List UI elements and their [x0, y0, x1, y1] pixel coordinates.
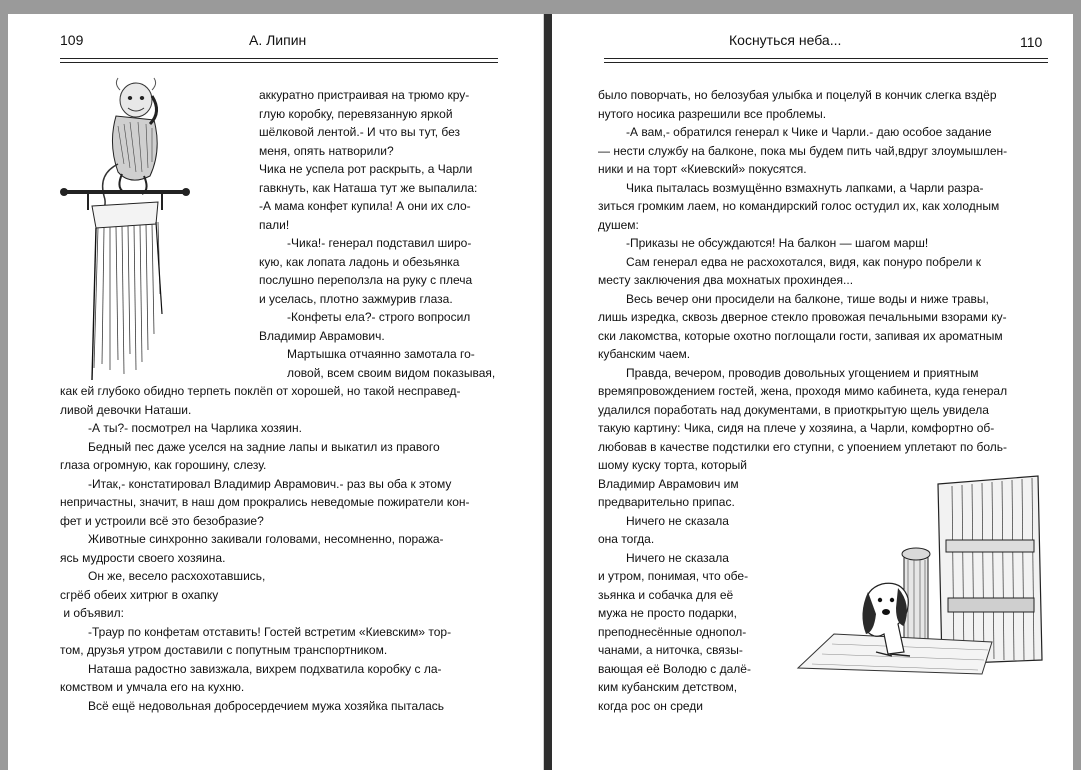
- text-line: предварительно припас.: [598, 495, 735, 509]
- text-line: Наташа радостно завизжала, вихрем подхватила коробку с ла-: [88, 661, 442, 676]
- text-line: Ничего не сказала: [626, 513, 729, 528]
- text-line: вающая её Володю с далё-: [598, 661, 751, 676]
- page-number: 109: [60, 32, 84, 48]
- header-rule: [60, 58, 498, 63]
- text-line: фет и устроили всё это безобразие?: [60, 513, 264, 528]
- text-line: -Траур по конфетам отставить! Гостей встретим «Киевским» тор-: [88, 624, 452, 639]
- text-line: -А вам,- обратился генерал к Чике и Чарли.- даю особое задание: [626, 125, 992, 139]
- text-line: зьянка и собачка для её: [598, 587, 734, 602]
- text-line: и объявил:: [60, 606, 124, 620]
- text-line: удалился поработать над документами, в приоткрытую щель увидела: [598, 402, 989, 417]
- page-109: [8, 14, 544, 770]
- text-line: -Чика!- генерал подставил широ-: [287, 236, 472, 250]
- text-body-full-width: [598, 86, 1050, 456]
- text-line: она тогда.: [598, 532, 655, 546]
- text-line: было поворчать, но белозубая улыбка и поцелуй в кончик слегка вздёр: [598, 88, 997, 102]
- text-column-beside-image: [598, 456, 778, 715]
- running-head-title: Коснуться неба...: [729, 32, 842, 48]
- text-line: любовав в качестве подстилки его ступни, с упоением уплетают по боль-: [598, 439, 1007, 454]
- text-column-beside-image: [259, 86, 499, 382]
- text-line: Ничего не сказала: [626, 550, 729, 565]
- text-line: непричастны, значит, в наш дом прокрались неведомые пожиратели кон-: [60, 495, 470, 509]
- text-line: пали!: [259, 217, 290, 232]
- header-rule: [604, 58, 1048, 63]
- text-line: гавкнуть, как Наташа тут же выпалила:: [259, 180, 478, 195]
- text-line: Бедный пес даже уселся на задние лапы и выкатил из правого: [88, 439, 440, 454]
- text-line: -А ты?- посмотрел на Чарлика хозяин.: [88, 421, 302, 435]
- text-line: душем:: [598, 217, 639, 232]
- text-line: когда рос он среди: [598, 698, 704, 713]
- text-line: том, друзья утром доставили с попутным транспортником.: [60, 643, 388, 657]
- text-line: нутого носика разрешили все проблемы.: [598, 106, 827, 121]
- text-line: мужа не просто подарки,: [598, 606, 737, 620]
- text-line: ким кубанским детством,: [598, 680, 738, 694]
- page-110: [552, 14, 1073, 770]
- text-line: -Итак,- констатировал Владимир Аврамович.- раз вы оба к этому: [88, 476, 452, 491]
- text-line: ловой, всем своим видом показывая,: [287, 365, 496, 380]
- text-line: Чика пыталась возмущённо взмахнуть лапками, а Чарли разра-: [626, 180, 984, 195]
- text-line: кубанским чаем.: [598, 347, 691, 361]
- text-line: меня, опять натворили?: [259, 143, 394, 158]
- text-line: глую коробку, перевязанную яркой: [259, 106, 453, 121]
- text-line: такую картину: Чика, сидя на плече у хозяина, а Чарли, комфортно об-: [598, 421, 995, 435]
- text-line: — нести службу на балконе, пока мы будем пить чай,вдруг злоумышлен-: [598, 143, 1008, 158]
- text-line: чанами, а ниточка, связы-: [598, 643, 743, 657]
- text-line: месту заключения два мохнатых прохиндея...: [598, 273, 854, 287]
- text-line: лишь изредка, сквозь дверное стекло провожая печальными взорами ку-: [598, 310, 1007, 324]
- page-number: 110: [1020, 34, 1043, 50]
- text-line: Сам генерал едва не расхохотался, видя, как понуро побрели к: [626, 254, 982, 269]
- text-line: времяпровождением гостей, жена, проходя мимо кабинета, куда генерал: [598, 384, 1008, 398]
- running-head-author: А. Липин: [249, 32, 307, 48]
- text-line: Владимир Аврамович.: [259, 328, 385, 343]
- text-line: Весь вечер они просидели на балконе, тише воды и ниже травы,: [626, 291, 989, 306]
- text-line: Правда, вечером, проводив довольных угощением и приятным: [626, 365, 979, 380]
- text-line: Чика не успела рот раскрыть, а Чарли: [259, 162, 473, 176]
- text-line: Всё ещё недовольная добросердечием мужа хозяйка пыталась: [88, 698, 445, 713]
- text-line: как ей глубоко обидно терпеть поклёп от хорошей, но такой несправед-: [60, 384, 461, 398]
- page-gutter: [544, 14, 552, 770]
- text-line: и утром, понимая, что обе-: [598, 569, 749, 583]
- text-line: послушно переползла на руку с плеча: [259, 273, 473, 287]
- text-line: кую, как лопата ладонь и обезьянка: [259, 254, 460, 269]
- text-line: Владимир Аврамович им: [598, 476, 739, 491]
- text-line: ники и на торт «Киевский» покусятся.: [598, 162, 807, 176]
- text-line: глаза огромную, как горошину, слезу.: [60, 458, 267, 472]
- text-line: Животные синхронно закивали головами, несомненно, поража-: [88, 532, 444, 546]
- text-line: преподнесённые однопол-: [598, 624, 747, 639]
- dog-illustration: [792, 474, 1054, 684]
- text-line: ски лакомства, которые охотно поглощали гости, запивая их ароматным: [598, 328, 1003, 343]
- text-body-full-width: [60, 382, 500, 715]
- text-line: аккуратно пристраивая на трюмо кру-: [259, 88, 470, 102]
- text-line: и уселась, плотно зажмурив глаза.: [259, 291, 453, 306]
- text-line: -Конфеты ела?- строго вопросил: [287, 310, 471, 324]
- text-line: ясь мудрости своего хозяина.: [60, 550, 226, 565]
- text-line: -Приказы не обсуждаются! На балкон — шагом марш!: [626, 236, 929, 250]
- text-line: зиться громким лаем, но командирский голос остудил их, как холодным: [598, 199, 1000, 213]
- text-line: комством и умчала его на кухню.: [60, 680, 245, 694]
- text-line: шёлковой лентой.- И что вы тут, без: [259, 125, 461, 139]
- monkey-illustration: [58, 64, 196, 381]
- text-line: -А мама конфет купила! А они их сло-: [259, 199, 471, 213]
- text-line: Он же, весело расхохотавшись,: [88, 569, 266, 583]
- text-line: сгрёб обеих хитрюг в охапку: [60, 587, 219, 602]
- text-line: шому куску торта, который: [598, 458, 747, 472]
- text-line: Мартышка отчаянно замотала го-: [287, 347, 475, 361]
- text-line: ливой девочки Наташи.: [60, 402, 192, 417]
